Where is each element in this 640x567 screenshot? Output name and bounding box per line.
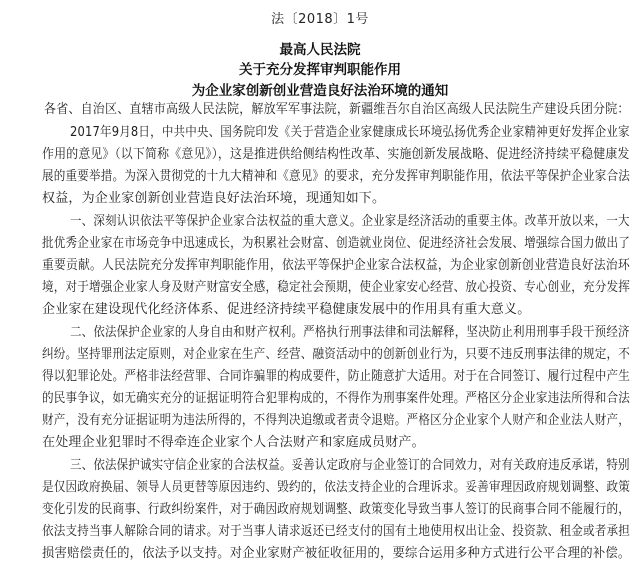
section-heading-2: 二、依法保护企业家的人身自由和财产权利。严格执行刑事法律和司法解释，坚决防止利用刑事手段干预经济 bbox=[70, 325, 630, 340]
body-line: 在处理企业犯罪时不得牵连企业家个人合法财产和家庭成员财产。 bbox=[42, 435, 425, 450]
body-line: 是仅因政府换届、领导人员更替等原因违约、毁约的，依法支持企业的合理诉求。妥善审理因政府规划调整、政策 bbox=[42, 480, 631, 495]
issuer-title: 最高人民法院 bbox=[279, 42, 361, 58]
body-line: 财产，没有充分证据证明为违法所得的，不得判决追缴或者责令退赔。严格区分企业家个人财产和企业法人财产， bbox=[42, 413, 631, 428]
body-line: 权益，为企业家创新创业营造良好法治环境，现通知如下。 bbox=[42, 191, 386, 206]
notice-title-line-1: 关于充分发挥审判职能作用 bbox=[239, 62, 401, 78]
addressee-line: 各省、自治区、直辖市高级人民法院，解放军军事法院，新疆维吾尔自治区高级人民法院生产建设兵团分院： bbox=[44, 102, 630, 117]
body-line: 2017年9月8日，中共中央、国务院印发《关于营造企业家健康成长环境弘扬优秀企业家精神更好发挥企业家 bbox=[70, 125, 630, 140]
body-line: 依法支持当事人解除合同的请求。对于当事人请求返还已经支付的国有土地使用权出让金、投资款、租金或者承担 bbox=[42, 524, 631, 539]
body-line: 损害赔偿责任的，依法予以支持。对企业家财产被征收征用的，要综合运用多种方式进行公平合理的补偿。 bbox=[42, 546, 631, 561]
body-line: 企业家在建设现代化经济体系、促进经济持续平稳健康发展中的作用具有重大意义。 bbox=[42, 302, 531, 317]
body-line: 境，对于增强企业家人身及财产财富安全感，稳定社会预期，使企业家安心经营、放心投资、专心创业，充分发挥 bbox=[42, 280, 631, 295]
section-heading-3: 三、依法保护诚实守信企业家的合法权益。妥善认定政府与企业签订的合同效力，对有关政府违反承诺，特别 bbox=[70, 458, 630, 473]
document-number: 法〔2018〕1号 bbox=[271, 12, 369, 27]
body-line: 重要贡献。人民法院充分发挥审判职能作用，依法平等保护企业家合法权益，为企业家创新创业营造良好法治环 bbox=[42, 258, 630, 273]
body-line: 作用的意见》（以下简称《意见》），这是推进供给侧结构性改革、实施创新发展战略、促进经济持续平稳健康发 bbox=[42, 147, 630, 162]
notice-title-line-2: 为企业家创新创业营造良好法治环境的通知 bbox=[191, 83, 449, 99]
body-line: 纠纷。坚持罪刑法定原则，对企业家在生产、经营、融资活动中的创新创业行为，只要不违反刑事法律的规定，不 bbox=[42, 347, 631, 362]
body-line: 展的重要举措。为深入贯彻党的十九大精神和《意见》的要求，充分发挥审判职能作用，依法平等保护企业家合法 bbox=[42, 169, 631, 184]
body-line: 变化引发的民商事、行政纠纷案件，对于确因政府规划调整、政策变化导致当事人签订的民商事合同不能履行的， bbox=[42, 502, 631, 517]
body-line: 得以犯罪论处。严格非法经营罪、合同诈骗罪的构成要件，防止随意扩大适用。对于在合同签订、履行过程中产生 bbox=[42, 369, 631, 384]
section-heading-1: 一、深刻认识依法平等保护企业家合法权益的重大意义。企业家是经济活动的重要主体。改革开放以来，一大 bbox=[70, 214, 630, 229]
body-line: 批优秀企业家在市场竞争中迅速成长，为积累社会财富、创造就业岗位、促进经济社会发展、增强综合国力做出了 bbox=[42, 236, 631, 251]
body-line: 的民事争议，如无确实充分的证据证明符合犯罪构成的，不得作为刑事案件处理。严格区分企业家违法所得和合法 bbox=[42, 391, 631, 406]
